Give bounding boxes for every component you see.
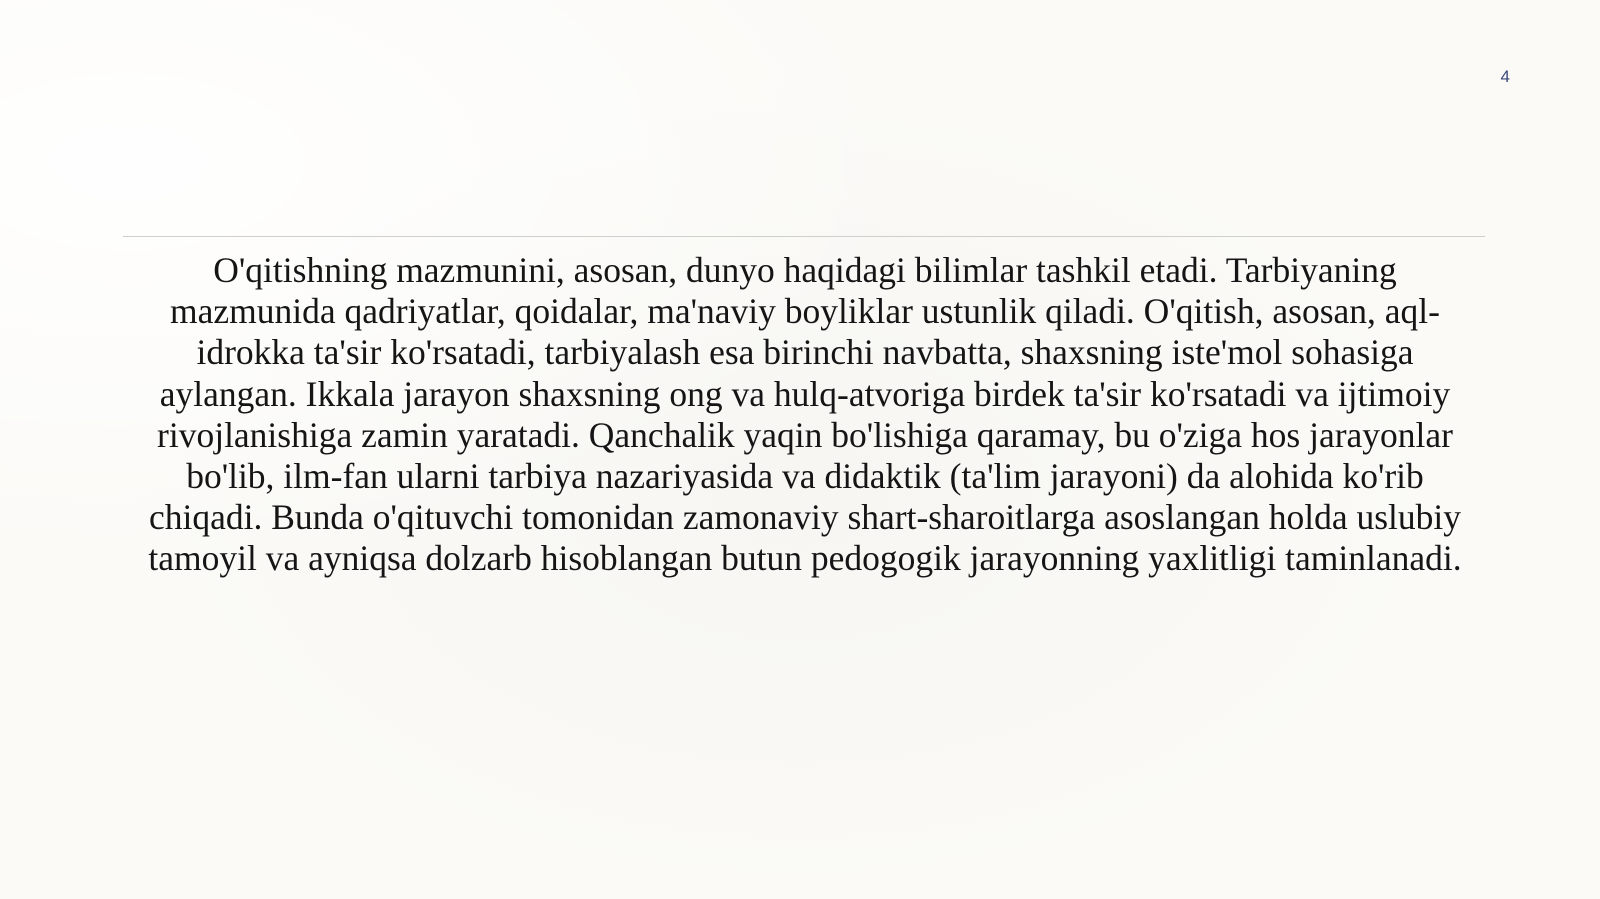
- page-number: 4: [1500, 67, 1510, 86]
- body-paragraph: O'qitishning mazmunini, asosan, dunyo haqidagi bilimlar tashkil etadi. Tarbiyaning mazmunida qadriyatlar, qoidalar, ma'naviy boyliklar ustunlik qiladi. O'qitish, asosan, aql-idrokka ta'sir ko'rsatadi, tarbiyalash esa birinchi navbatta, shaxsning iste'mol sohasiga aylangan. Ikkala jarayon shaxsning ong va hulq-atvoriga birdek ta'sir ko'rsatadi va ijtimoiy rivojlanishiga zamin yaratadi. Qanchalik yaqin bo'lishiga qaramay, bu o'ziga hos jarayonlar bo'lib, ilm-fan ularni tarbiya nazariyasida va didaktik (ta'lim jarayoni) da alohida ko'rib chiqadi. Bunda o'qituvchi tomonidan zamonaviy shart-sharoitlarga asoslangan holda uslubiy tamoyil va ayniqsa dolzarb hisoblangan butun pedogogik jarayonning yaxlitligi taminlanadi.: [148, 250, 1462, 579]
- title-divider: [123, 236, 1485, 237]
